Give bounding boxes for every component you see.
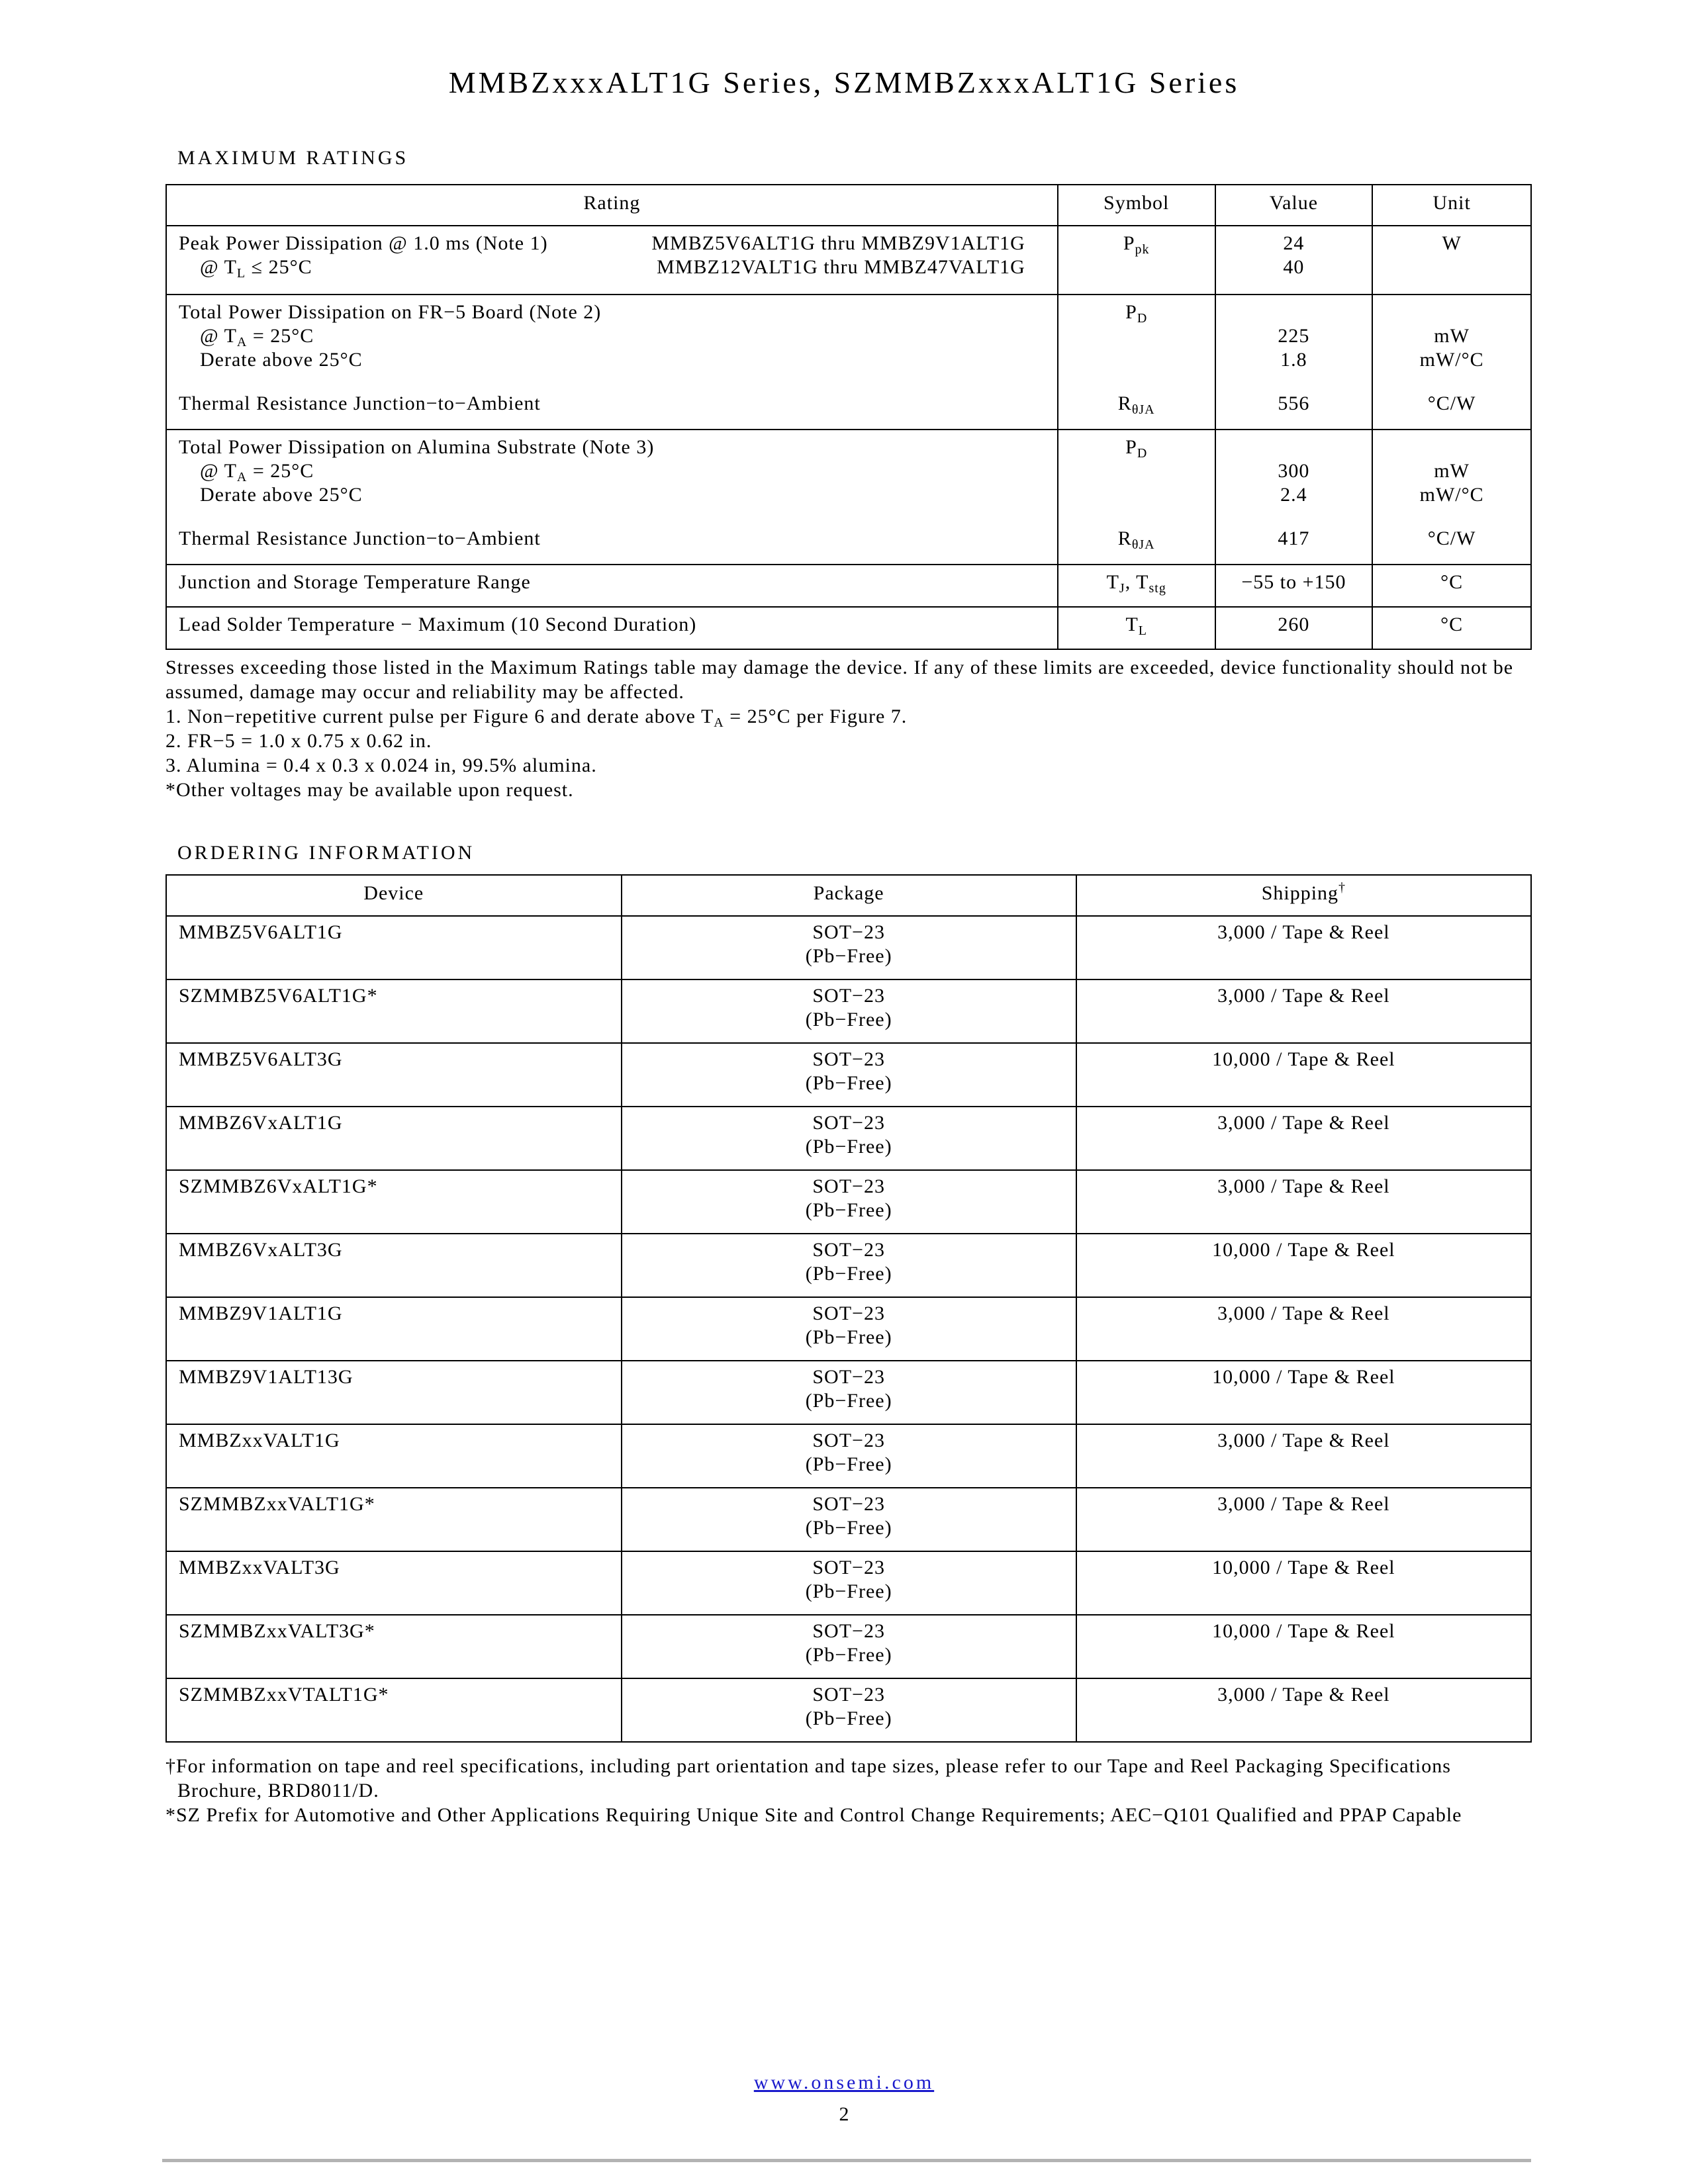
footnote-tape-reel: †For information on tape and reel specifications, including part orientation and tape sizes, please refer to our Tape and Reel Packaging Specifications Brochure, BRD8011/D. xyxy=(165,1755,1451,1801)
fr5-symbol: $P_D$ $R_{\theta JA}$ xyxy=(1058,295,1215,430)
shipping-cell: 10,000 / Tape & Reel xyxy=(1076,1551,1531,1615)
peak-symbol: $P_{pk}$ xyxy=(1058,226,1215,295)
shipping-cell: 3,000 / Tape & Reel xyxy=(1076,916,1531,979)
shipping-cell: 3,000 / Tape & Reel xyxy=(1076,1424,1531,1488)
device-cell: SZMMBZ5V6ALT1G* xyxy=(166,979,622,1043)
note-1: 1. Non−repetitive current pulse per Figure 6 and derate above $T_A = 25^\circ C$ per Figure 7. xyxy=(165,705,908,730)
peak-line1: Peak Power Dissipation @ 1.0 ms (Note 1) xyxy=(179,232,548,254)
table-header-row xyxy=(166,875,1531,916)
table-row xyxy=(166,430,1531,565)
stress-note: Stresses exceeding those listed in the Maximum Ratings table may damage the device. If any of these limits are exceeded, device functionality should not be assumed, damage may occur and reliability may be affected. xyxy=(165,657,1514,703)
ratings-notes xyxy=(165,655,1532,802)
lead-symbol: $T_L$ xyxy=(1058,607,1215,649)
page-number: 2 xyxy=(839,2103,849,2125)
col-shipping: Shipping† xyxy=(1076,875,1531,916)
note-2: 2. FR−5 = 1.0 x 0.75 x 0.62 in. xyxy=(165,730,432,752)
website-link[interactable]: www.onsemi.com xyxy=(753,2071,935,2093)
footnote-sz-prefix: *SZ Prefix for Automotive and Other Applications Requiring Unique Site and Control Change Requirements; AEC−Q101 Qualified and PPAP Capable xyxy=(165,1804,1462,1826)
table-row xyxy=(166,1170,1531,1234)
peak-range1: MMBZ5V6ALT1G thru MMBZ9V1ALT1G xyxy=(651,232,1025,254)
package-cell: SOT−23 (Pb−Free) xyxy=(622,1043,1076,1107)
table-row xyxy=(166,295,1531,430)
shipping-cell: 10,000 / Tape & Reel xyxy=(1076,1361,1531,1424)
junction-rating: Junction and Storage Temperature Range xyxy=(166,565,1058,607)
junction-symbol: $T_J$, $T_{stg}$ xyxy=(1058,565,1215,607)
table-row xyxy=(166,1043,1531,1107)
table-row xyxy=(166,565,1531,607)
device-cell: SZMMBZxxVALT1G* xyxy=(166,1488,622,1551)
lead-rating: Lead Solder Temperature − Maximum (10 Second Duration) xyxy=(166,607,1058,649)
junction-unit: °C xyxy=(1372,565,1531,607)
note-4: *Other voltages may be available upon request. xyxy=(165,779,574,801)
device-cell: MMBZxxVALT1G xyxy=(166,1424,622,1488)
table-row xyxy=(166,1297,1531,1361)
package-cell: SOT−23 (Pb−Free) xyxy=(622,1234,1076,1297)
device-cell: MMBZ6VxALT3G xyxy=(166,1234,622,1297)
peak-rating xyxy=(166,226,1058,295)
table-row xyxy=(166,1234,1531,1297)
max-ratings-title: MAXIMUM RATINGS xyxy=(177,147,409,169)
shipping-cell: 3,000 / Tape & Reel xyxy=(1076,1107,1531,1170)
table-row xyxy=(166,1551,1531,1615)
alumina-value: 300 2.4 417 xyxy=(1215,430,1373,565)
ordering-rows xyxy=(166,916,1531,1742)
package-cell: SOT−23 (Pb−Free) xyxy=(622,1615,1076,1678)
col-rating: Rating xyxy=(166,185,1058,226)
fr5-rating: Total Power Dissipation on FR−5 Board (Note 2) @ $T_A = 25^\circ C$ Derate above 25°C Thermal Resistance Junction−to−Ambient xyxy=(166,295,1058,430)
ordering-title: ORDERING INFORMATION xyxy=(177,842,475,864)
shipping-cell: 10,000 / Tape & Reel xyxy=(1076,1234,1531,1297)
device-cell: MMBZ5V6ALT1G xyxy=(166,916,622,979)
table-row xyxy=(166,1424,1531,1488)
peak-value: 24 40 xyxy=(1215,226,1373,295)
device-cell: MMBZ6VxALT1G xyxy=(166,1107,622,1170)
package-cell: SOT−23 (Pb−Free) xyxy=(622,1170,1076,1234)
document-title: MMBZxxxALT1G Series, SZMMBZxxxALT1G Series xyxy=(448,66,1240,99)
peak-range2: MMBZ12VALT1G thru MMBZ47VALT1G xyxy=(657,256,1025,278)
device-cell: SZMMBZxxVTALT1G* xyxy=(166,1678,622,1742)
shipping-cell: 10,000 / Tape & Reel xyxy=(1076,1043,1531,1107)
lead-value: 260 xyxy=(1215,607,1373,649)
package-cell: SOT−23 (Pb−Free) xyxy=(622,1107,1076,1170)
package-cell: SOT−23 (Pb−Free) xyxy=(622,1551,1076,1615)
package-cell: SOT−23 (Pb−Free) xyxy=(622,979,1076,1043)
note-3: 3. Alumina = 0.4 x 0.3 x 0.024 in, 99.5% alumina. xyxy=(165,754,597,776)
col-device: Device xyxy=(166,875,622,916)
package-cell: SOT−23 (Pb−Free) xyxy=(622,916,1076,979)
device-cell: MMBZ9V1ALT1G xyxy=(166,1297,622,1361)
shipping-cell: 3,000 / Tape & Reel xyxy=(1076,979,1531,1043)
device-cell: SZMMBZ6VxALT1G* xyxy=(166,1170,622,1234)
table-header-row xyxy=(166,185,1531,226)
package-cell: SOT−23 (Pb−Free) xyxy=(622,1678,1076,1742)
footer-divider xyxy=(162,2159,1531,2162)
package-cell: SOT−23 (Pb−Free) xyxy=(622,1488,1076,1551)
col-symbol: Symbol xyxy=(1058,185,1215,226)
device-cell: MMBZ9V1ALT13G xyxy=(166,1361,622,1424)
shipping-cell: 3,000 / Tape & Reel xyxy=(1076,1170,1531,1234)
table-row xyxy=(166,607,1531,649)
col-package: Package xyxy=(622,875,1076,916)
alumina-unit: mW mW/°C °C/W xyxy=(1372,430,1531,565)
table-row xyxy=(166,916,1531,979)
peak-unit: W xyxy=(1372,226,1531,295)
device-cell: SZMMBZxxVALT3G* xyxy=(166,1615,622,1678)
table-row xyxy=(166,1678,1531,1742)
device-cell: MMBZxxVALT3G xyxy=(166,1551,622,1615)
shipping-cell: 3,000 / Tape & Reel xyxy=(1076,1297,1531,1361)
table-row xyxy=(166,1488,1531,1551)
fr5-unit: mW mW/°C °C/W xyxy=(1372,295,1531,430)
package-cell: SOT−23 (Pb−Free) xyxy=(622,1424,1076,1488)
shipping-cell: 3,000 / Tape & Reel xyxy=(1076,1488,1531,1551)
package-cell: SOT−23 (Pb−Free) xyxy=(622,1361,1076,1424)
col-value: Value xyxy=(1215,185,1373,226)
alumina-rating: Total Power Dissipation on Alumina Substrate (Note 3) @ $T_A = 25^\circ C$ Derate above 25°C Thermal Resistance Junction−to−Ambient xyxy=(166,430,1058,565)
ordering-footnotes xyxy=(165,1754,1532,1827)
device-cell: MMBZ5V6ALT3G xyxy=(166,1043,622,1107)
max-ratings-table xyxy=(165,184,1532,650)
col-unit: Unit xyxy=(1372,185,1531,226)
table-row xyxy=(166,979,1531,1043)
table-row xyxy=(166,1615,1531,1678)
peak-condition: @ $T_L \le 25^\circ C$ xyxy=(200,256,312,281)
package-cell: SOT−23 (Pb−Free) xyxy=(622,1297,1076,1361)
alumina-symbol: $P_D$ $R_{\theta JA}$ xyxy=(1058,430,1215,565)
table-row xyxy=(166,1361,1531,1424)
shipping-cell: 3,000 / Tape & Reel xyxy=(1076,1678,1531,1742)
table-row xyxy=(166,1107,1531,1170)
lead-unit: °C xyxy=(1372,607,1531,649)
ordering-table xyxy=(165,874,1532,1743)
fr5-value: 225 1.8 556 xyxy=(1215,295,1373,430)
table-row xyxy=(166,226,1531,295)
shipping-cell: 10,000 / Tape & Reel xyxy=(1076,1615,1531,1678)
junction-value: −55 to +150 xyxy=(1215,565,1373,607)
